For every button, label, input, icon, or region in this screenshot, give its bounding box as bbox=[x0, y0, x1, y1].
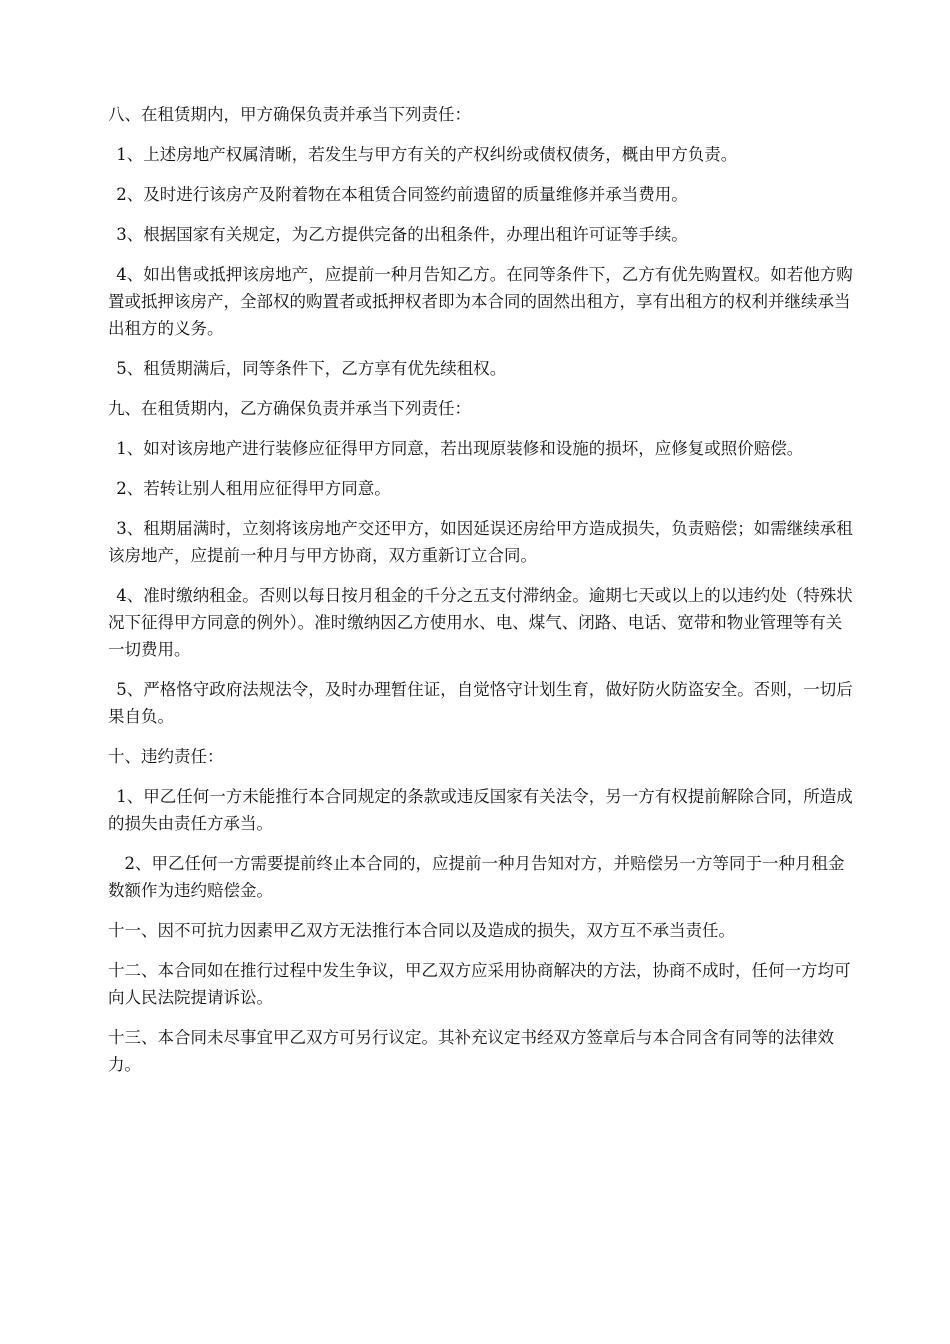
clause-11: 十一、因不可抗力因素甲乙双方无法推行本合同以及造成的损失，双方互不承当责任。 bbox=[108, 921, 735, 940]
clause-9-item-5: 5、严格恪守政府法规法令，及时办理暂住证，自觉恪守计划生育，做好防火防盗安全。否则，一切后果自负。 bbox=[108, 680, 853, 726]
clause-10-item-1: 1、甲乙任何一方未能推行本合同规定的条款或违反国家有关法令，另一方有权提前解除合同，所造成的损失由责任方承当。 bbox=[108, 787, 853, 833]
clause-8-item-3: 3、根据国家有关规定，为乙方提供完备的出租条件，办理出租许可证等手续。 bbox=[116, 225, 688, 244]
clause-8-item-4: 4、如出售或抵押该房地产，应提前一种月告知乙方。在同等条件下，乙方有优先购置权。如若他方购置或抵押该房产，全部权的购置者或抵押权者即为本合同的固然出租方，享有出租方的权利并继续承当出租方的义务。 bbox=[108, 265, 853, 338]
clause-9-item-1: 1、如对该房地产进行装修应征得甲方同意，若出现原装修和设施的损坏，应修复或照价赔偿。 bbox=[116, 439, 804, 458]
clause-8-item-2: 2、及时进行该房产及附着物在本租赁合同签约前遗留的质量维修并承当费用。 bbox=[116, 185, 688, 204]
clause-8-item-5: 5、租赁期满后，同等条件下，乙方享有优先续租权。 bbox=[116, 359, 507, 378]
clause-9-heading: 九、在租赁期内，乙方确保负责并承当下列责任： bbox=[108, 399, 471, 418]
document-body bbox=[108, 101, 856, 1091]
clause-8-heading: 八、在租赁期内，甲方确保负责并承当下列责任： bbox=[108, 105, 471, 124]
clause-9-item-4: 4、准时缴纳租金。否则以每日按月租金的千分之五支付滞纳金。逾期七天或以上的以违约处（特殊状况下征得甲方同意的例外）。准时缴纳因乙方使用水、电、煤气、闭路、电话、宽带和物业管理等有关一切费用。 bbox=[108, 586, 853, 659]
clause-10-heading: 十、违约责任： bbox=[108, 747, 224, 766]
clause-9-item-2: 2、若转让别人租用应征得甲方同意。 bbox=[116, 479, 391, 498]
clause-8-item-1: 1、上述房地产权属清晰，若发生与甲方有关的产权纠纷或债权债务，概由甲方负责。 bbox=[116, 145, 738, 164]
clause-13: 十三、本合同未尽事宜甲乙双方可另行议定。其补充议定书经双方签章后与本合同含有同等的法律效力。 bbox=[108, 1028, 834, 1074]
clause-10-item-2: 2、甲乙任何一方需要提前终止本合同的，应提前一种月告知对方，并赔偿另一方等同于一种月租金数额作为违约赔偿金。 bbox=[108, 854, 845, 900]
clause-12: 十二、本合同如在推行过程中发生争议，甲乙双方应采用协商解决的方法，协商不成时，任何一方均可向人民法院提请诉讼。 bbox=[108, 961, 851, 1007]
clause-9-item-3: 3、租期届满时，立刻将该房地产交还甲方，如因延误还房给甲方造成损失，负责赔偿；如需继续承租该房地产，应提前一种月与甲方协商，双方重新订立合同。 bbox=[108, 519, 853, 565]
